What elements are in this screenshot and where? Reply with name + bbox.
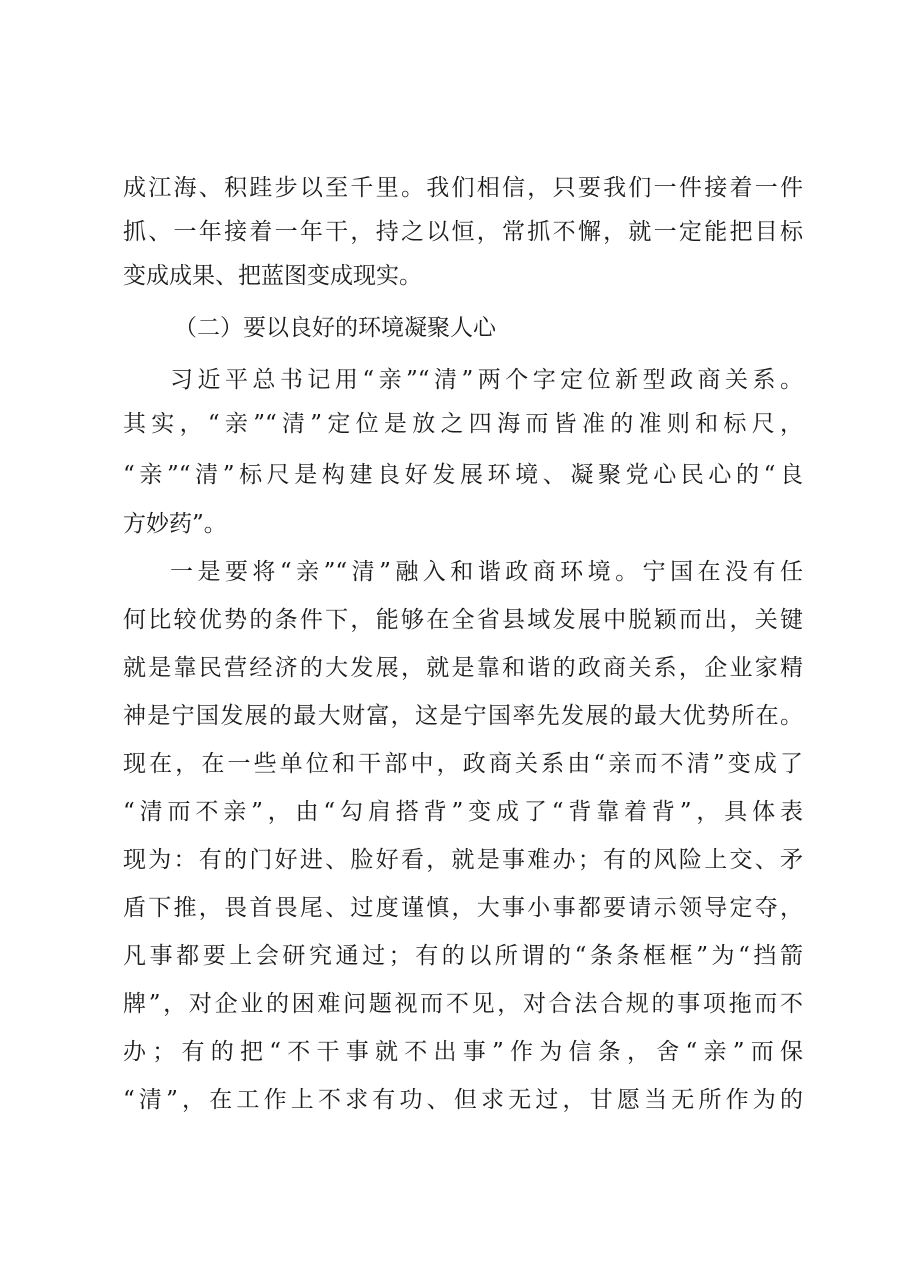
text-line: 方妙药”。	[123, 511, 227, 537]
text-line: 习近平总书记用“亲”“清”两个字定位新型政商关系。	[170, 367, 803, 393]
text-line: 现为：有的门好进、脸好看，就是事难办；有的风险上交、矛	[123, 847, 803, 873]
text-line: “亲”“清”标尺是构建良好发展环境、凝聚党心民心的“良	[123, 462, 803, 488]
text-line: 其实，“亲”“清”定位是放之四海而皆准的准则和标尺，	[123, 411, 803, 437]
section-heading: （二）要以良好的环境凝聚人心	[174, 315, 496, 341]
text-line: 变成成果、把蓝图变成现实。	[123, 263, 422, 289]
text-line: 成江海、积跬步以至千里。我们相信，只要我们一件接着一件	[123, 175, 803, 201]
text-line: 凡事都要上会研究通过；有的以所谓的“条条框框”为“挡箭	[123, 943, 803, 969]
text-line: “清而不亲”，由“勾肩搭背”变成了“背靠着背”，具体表	[123, 799, 803, 825]
text-line: 何比较优势的条件下，能够在全省县域发展中脱颖而出，关键	[123, 607, 803, 633]
text-line: 一是要将“亲”“清”融入和谐政商环境。宁国在没有任	[170, 559, 803, 585]
text-line: 神是宁国发展的最大财富，这是宁国率先发展的最大优势所在。	[123, 703, 803, 729]
text-line: 抓、一年接着一年干，持之以恒，常抓不懈，就一定能把目标	[123, 219, 803, 245]
text-line: 盾下推，畏首畏尾、过度谨慎，大事小事都要请示领导定夺，	[123, 895, 803, 921]
text-line: 牌”，对企业的困难问题视而不见，对合法合规的事项拖而不	[123, 991, 803, 1017]
text-line: 现在，在一些单位和干部中，政商关系由“亲而不清”变成了	[123, 751, 803, 777]
text-line: “清”，在工作上不求有功、但求无过，甘愿当无所作为的	[123, 1087, 803, 1113]
text-line: 就是靠民营经济的大发展，就是靠和谐的政商关系，企业家精	[123, 655, 803, 681]
text-line: 办；有的把“不干事就不出事”作为信条，舍“亲”而保	[123, 1039, 803, 1065]
